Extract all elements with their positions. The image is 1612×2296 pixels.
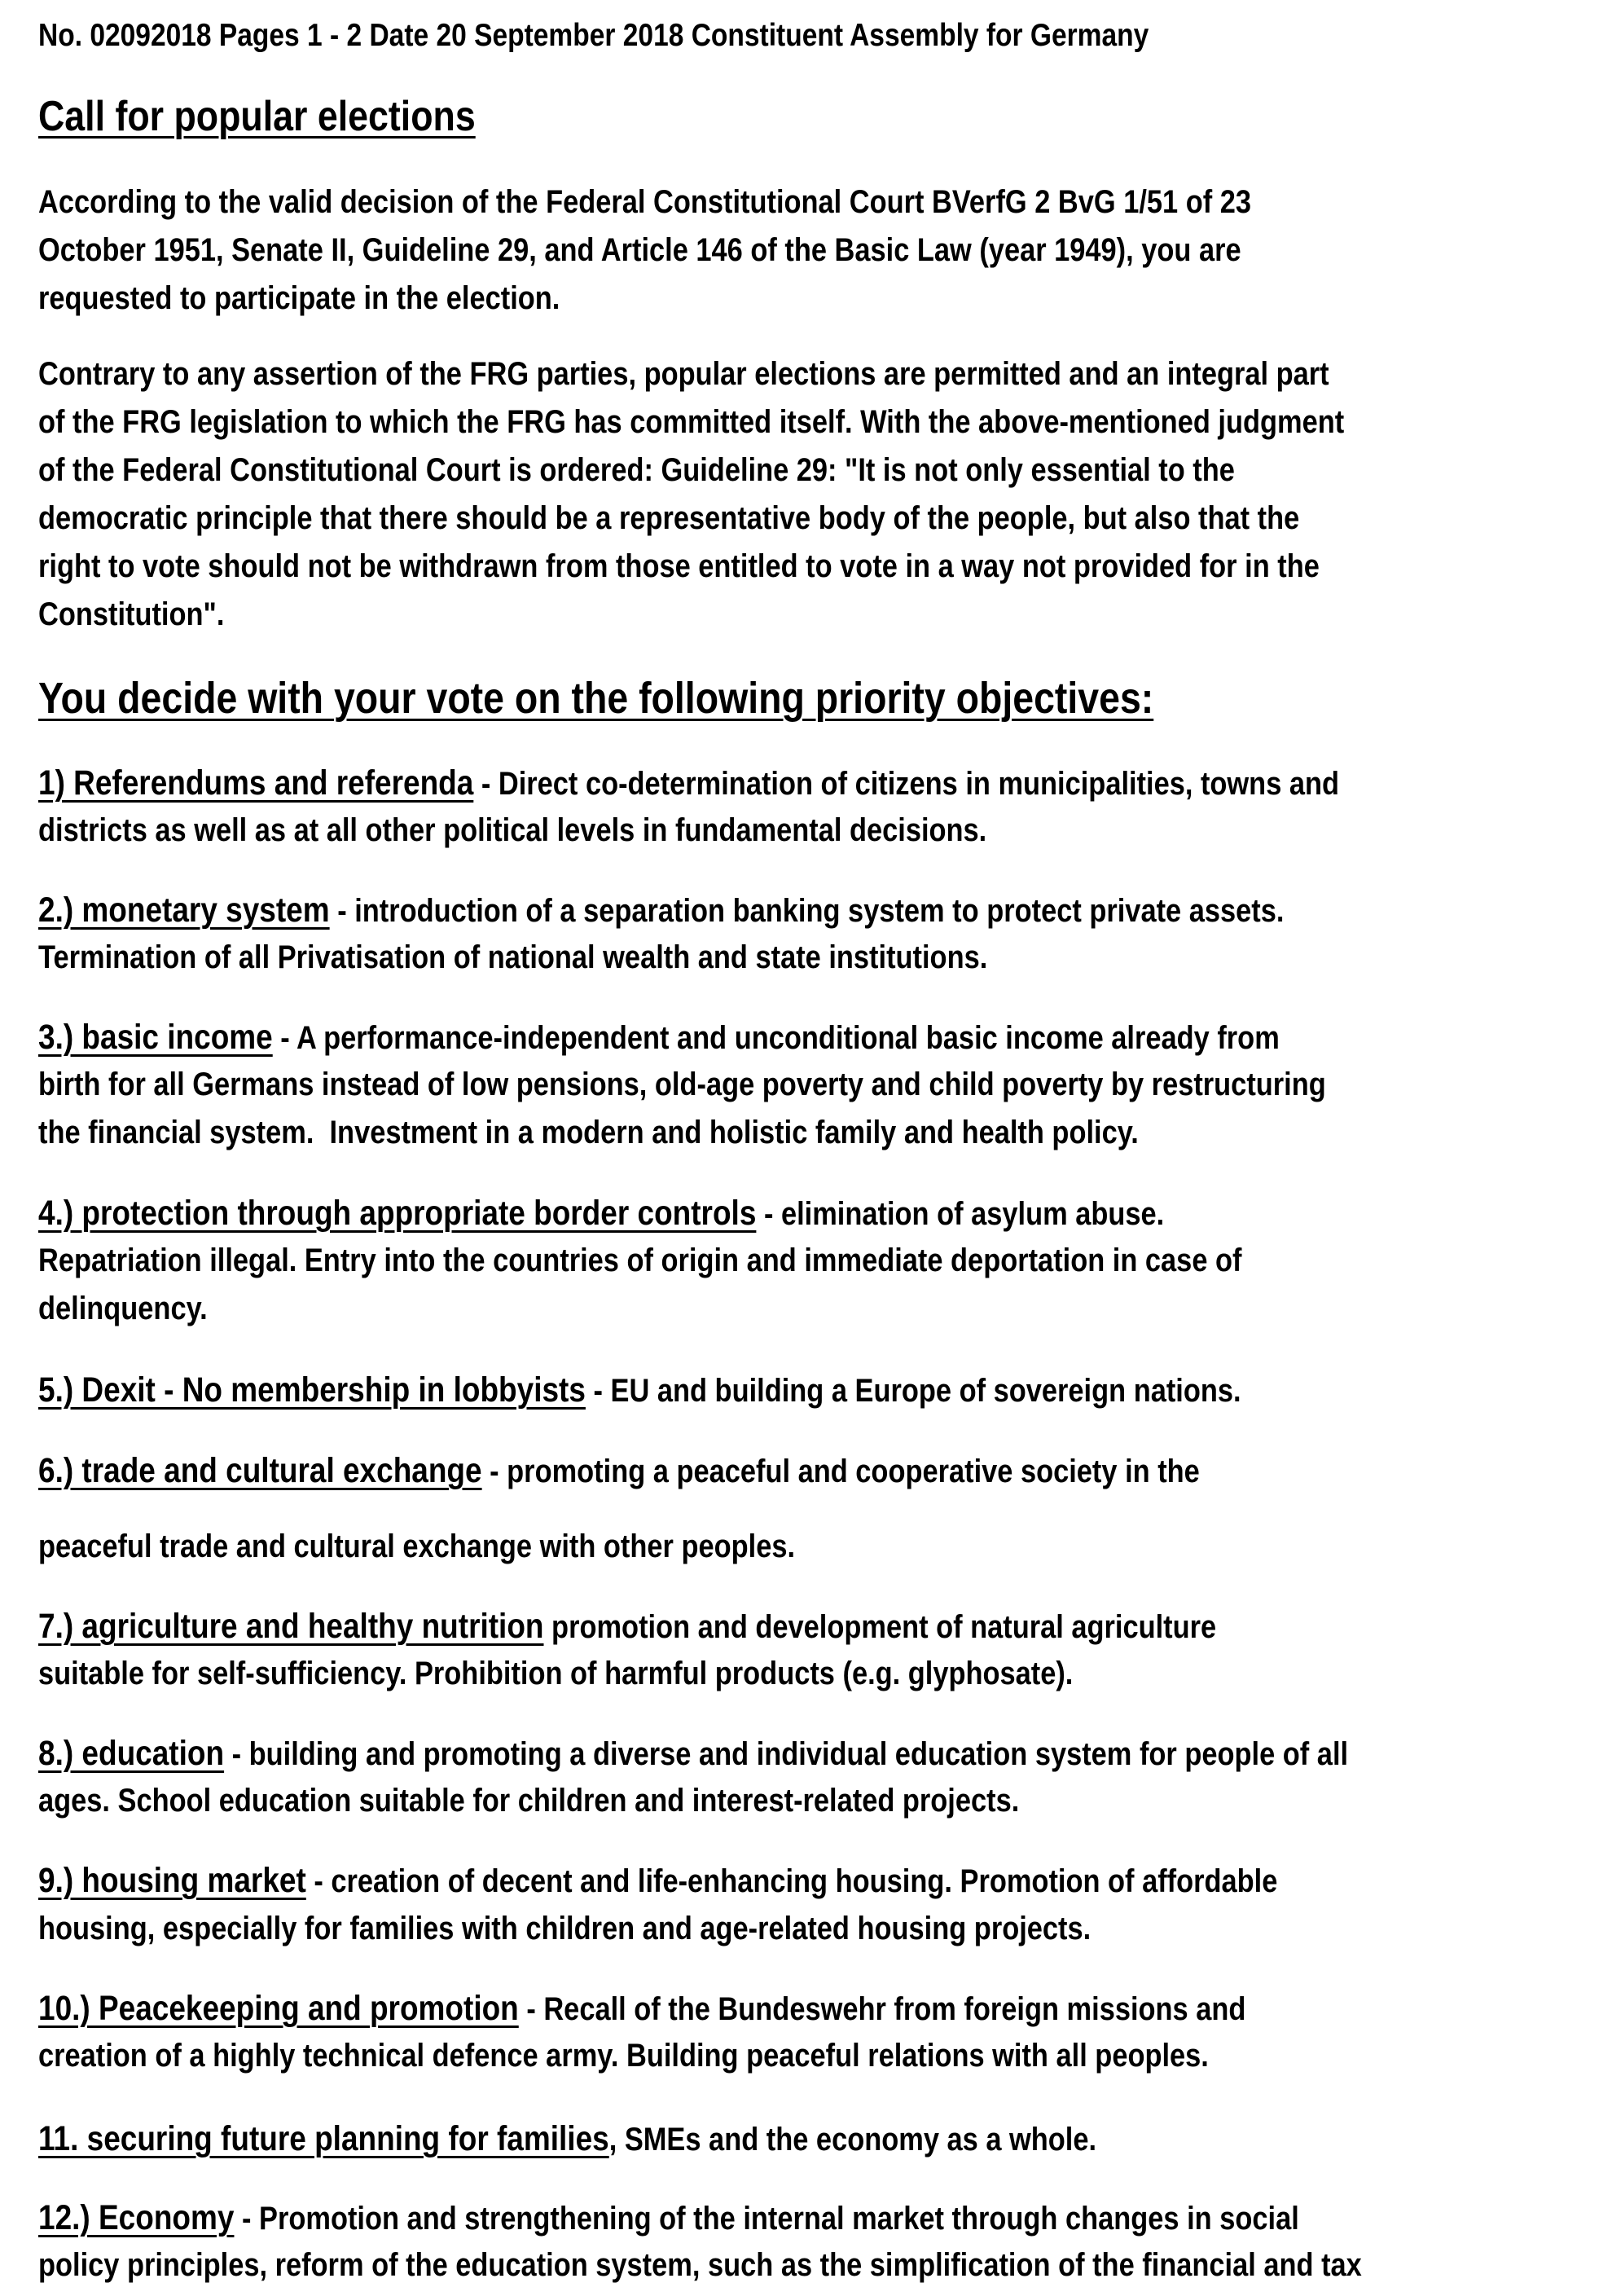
paragraph-line xyxy=(38,186,1448,218)
objective-continuation-line xyxy=(38,941,1142,974)
objective-label: 9.) housing market xyxy=(38,1861,306,1900)
paragraph-line xyxy=(38,234,1437,266)
objective-first-line xyxy=(38,763,1551,803)
objective-label: 2.) monetary system xyxy=(38,891,330,930)
objective-description: promotion and development of natural agriculture xyxy=(543,1609,1217,1645)
paragraph-line-text: of the FRG legislation to which the FRG has committed itself. With the above-mentioned judgment xyxy=(38,404,1345,440)
paragraph-line xyxy=(38,358,1540,390)
objective-first-line xyxy=(38,893,1487,928)
objective-description: - A performance-independent and unconditional basic income already from xyxy=(272,1020,1280,1056)
objective-continuation-text: Termination of all Privatisation of national wealth and state institutions. xyxy=(38,939,988,975)
objective-description: - creation of decent and life-enhancing housing. Promotion of affordable xyxy=(305,1863,1278,1899)
objectives-heading xyxy=(38,674,1335,723)
objective-first-line-text xyxy=(38,1020,1280,1055)
page-title xyxy=(38,95,547,138)
objective-description: - Direct co-determination of citizens in municipalities, towns and xyxy=(473,766,1340,802)
objective-first-line-text xyxy=(38,1991,1245,2026)
objective-continuation-line xyxy=(38,814,1141,847)
paragraph-line xyxy=(38,502,1504,534)
objective-continuation-line xyxy=(38,1657,1241,1690)
objective-continuation-text: housing, especially for families with children and age-related housing projects. xyxy=(38,1911,1092,1946)
objective-first-line-text xyxy=(38,1370,1241,1410)
objective-label: 10.) Peacekeeping and promotion xyxy=(38,1989,519,2028)
objective-continuation-line xyxy=(38,1530,918,1563)
objective-continuation-text: Repatriation illegal. Entry into the countries of origin and immediate deportation in case of xyxy=(38,1243,1242,1278)
objective-label: 12.) Economy xyxy=(38,2198,235,2237)
objective-description: - elimination of asylum abuse. xyxy=(756,1196,1165,1232)
objective-first-line-text xyxy=(38,763,1340,803)
paragraph-line xyxy=(38,550,1528,583)
objective-label: 4.) protection through appropriate border controls xyxy=(38,1194,757,1233)
objective-first-line xyxy=(38,1196,1347,1231)
objective-continuation-text: suitable for self-sufficiency. Prohibition of harmful products (e.g. glyphosate). xyxy=(38,1656,1074,1691)
objective-first-line-text xyxy=(38,1863,1277,1898)
objective-description: - Recall of the Bundeswehr from foreign missions and xyxy=(518,1991,1246,2027)
objective-first-line xyxy=(38,1020,1482,1055)
objective-first-line-text xyxy=(38,893,1284,928)
objective-description: - introduction of a separation banking system to protect private assets. xyxy=(329,893,1285,929)
objective-first-line-text xyxy=(38,2198,1299,2237)
objectives-heading-text: You decide with your vote on the following priority objectives: xyxy=(38,674,1154,723)
objective-first-line xyxy=(38,2119,1269,2158)
objective-continuation-line xyxy=(38,1912,1263,1945)
objective-first-line xyxy=(38,1451,1389,1490)
objective-first-line xyxy=(38,1609,1408,1644)
objective-label: 11. securing future planning for families xyxy=(38,2119,609,2158)
objective-continuation-text: delinquency. xyxy=(38,1291,208,1326)
paragraph-line-text: October 1951, Senate II, Guideline 29, and Article 146 of the Basic Law (year 1949), you are xyxy=(38,232,1241,268)
objective-first-line xyxy=(38,1863,1479,1898)
objective-description: - Promotion and strengthening of the internal market through changes in social xyxy=(234,2201,1299,2237)
objective-continuation-line xyxy=(38,1292,235,1325)
paragraph-line xyxy=(38,598,255,631)
paragraph-line-text: Constitution". xyxy=(38,596,225,632)
objective-first-line xyxy=(38,2198,1504,2237)
document-header-text: No. 02092018 Pages 1 - 2 Date 20 September 2018 Constituent Assembly for Germany xyxy=(38,18,1149,53)
paragraph-line xyxy=(38,454,1430,486)
objective-label: 7.) agriculture and healthy nutrition xyxy=(38,1607,544,1646)
objective-continuation-text: peaceful trade and cultural exchange with other peoples. xyxy=(38,1528,796,1564)
objective-continuation-text: creation of a highly technical defence army. Building peaceful relations with all peoples. xyxy=(38,2038,1209,2074)
objective-continuation-line xyxy=(38,1784,1179,1817)
document-header xyxy=(38,20,1329,51)
objective-first-line xyxy=(38,1991,1443,2026)
objective-continuation-text: the financial system. Investment in a modern and holistic family and health policy. xyxy=(38,1115,1139,1150)
objective-continuation-text: policy principles, reform of the education system, such as the simplification of the financial and tax xyxy=(38,2247,1362,2283)
objective-first-line-text xyxy=(38,1736,1348,1771)
paragraph-line-text: According to the valid decision of the Federal Constitutional Court BVerfG 2 BvG 1/51 of 23 xyxy=(38,184,1251,220)
objective-label: 5.) Dexit - No membership in lobbyists xyxy=(38,1370,586,1410)
paragraph-line-text: right to vote should not be withdrawn from those entitled to vote in a way not provided for in the xyxy=(38,548,1320,584)
objective-first-line-text xyxy=(38,1609,1216,1644)
objective-continuation-line xyxy=(38,2249,1577,2281)
objective-continuation-line xyxy=(38,2039,1399,2072)
objective-continuation-text: districts as well as at all other political levels in fundamental decisions. xyxy=(38,812,987,848)
objective-first-line xyxy=(38,1736,1561,1771)
objective-first-line-text xyxy=(38,1196,1164,1231)
paragraph-line xyxy=(38,406,1557,438)
paragraph-line xyxy=(38,282,645,314)
objective-description: - promoting a peaceful and cooperative society in the xyxy=(481,1454,1200,1489)
objective-description: - EU and building a Europe of sovereign nations. xyxy=(585,1373,1241,1409)
objective-label: 6.) trade and cultural exchange xyxy=(38,1451,482,1490)
paragraph-line-text: Contrary to any assertion of the FRG parties, popular elections are permitted and an integral part xyxy=(38,356,1329,392)
objective-label: 3.) basic income xyxy=(38,1018,273,1057)
objective-description: - building and promoting a diverse and individual education system for people of all xyxy=(224,1736,1349,1772)
objective-continuation-text: birth for all Germans instead of low pensions, old-age poverty and child poverty by restructuring xyxy=(38,1067,1326,1102)
paragraph-line-text: of the Federal Constitutional Court is ordered: Guideline 29: "It is not only essential to the xyxy=(38,452,1235,488)
objective-continuation-line xyxy=(38,1244,1438,1277)
objective-label: 1) Referendums and referenda xyxy=(38,763,474,803)
paragraph-line-text: democratic principle that there should be a representative body of the people, but also that the xyxy=(38,500,1300,536)
paragraph-line-text: requested to participate in the election. xyxy=(38,280,560,316)
objective-description: , SMEs and the economy as a whole. xyxy=(608,2122,1097,2157)
page-title-text: Call for popular elections xyxy=(38,93,476,140)
objective-continuation-line xyxy=(38,1068,1535,1101)
objective-continuation-text: ages. School education suitable for children and interest-related projects. xyxy=(38,1783,1020,1819)
objective-first-line xyxy=(38,1370,1437,1410)
objective-continuation-line xyxy=(38,1116,1318,1149)
objective-first-line-text xyxy=(38,1451,1200,1490)
objective-label: 8.) education xyxy=(38,1734,225,1773)
objective-first-line-text xyxy=(38,2119,1097,2158)
